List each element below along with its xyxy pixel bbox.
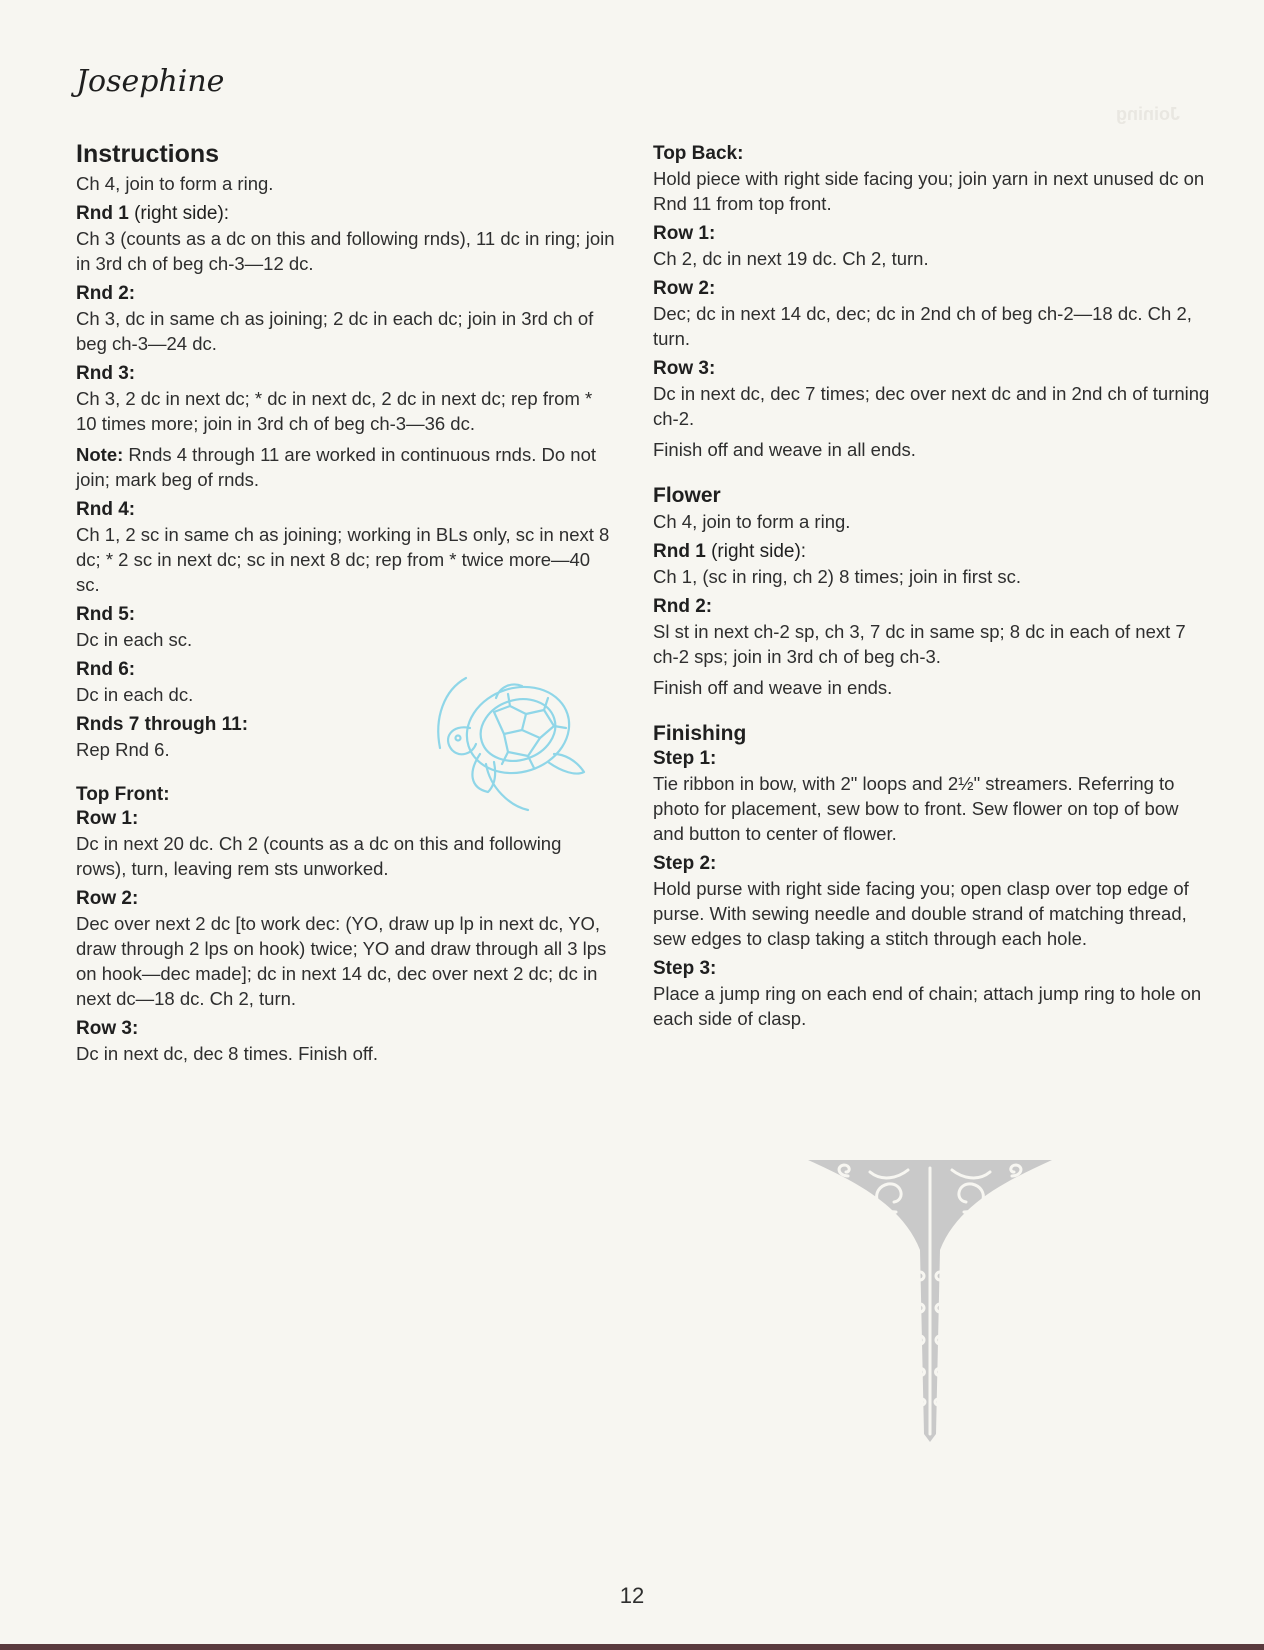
top-front-row1-text: Dc in next 20 dc. Ch 2 (counts as a dc on this and following rows), turn, leaving rem sts unworked.: [76, 833, 562, 879]
rnd1-heading: Rnd 1 (right side):: [76, 203, 230, 224]
top-back-finish-text: Finish off and weave in all ends.: [653, 439, 916, 460]
step2-text: Hold purse with right side facing you; open clasp over top edge of purse. With sewing needle and double strand of matching thread, sew edges to clasp taking a stitch through each hole.: [653, 878, 1189, 949]
pattern-title: Josephine: [76, 64, 225, 99]
flower-heading: Flower: [653, 484, 721, 507]
step3-text: Place a jump ring on each end of chain; attach jump ring to hole on each side of clasp.: [653, 983, 1202, 1029]
top-front-row1-heading: Row 1:: [76, 808, 139, 829]
rnd2-text: Ch 3, dc in same ch as joining; 2 dc in each dc; join in 3rd ch of beg ch-3—24 dc.: [76, 308, 594, 354]
top-back-row3-heading: Row 3:: [653, 358, 716, 379]
flower-finish-text: Finish off and weave in ends.: [653, 677, 893, 698]
rnd5-text: Dc in each sc.: [76, 629, 193, 650]
rnds7-11-heading: Rnds 7 through 11:: [76, 714, 249, 735]
step1-heading: Step 1:: [653, 748, 717, 769]
finishing-heading: Finishing: [653, 722, 747, 745]
flower-intro: Ch 4, join to form a ring.: [653, 511, 851, 532]
instructions-heading: Instructions: [76, 140, 220, 168]
top-back-row2-heading: Row 2:: [653, 278, 716, 299]
rnd4-text: Ch 1, 2 sc in same ch as joining; working in BLs only, sc in next 8 dc; * 2 sc in next dc; sc in next 8 dc; rep from * twice more—40 sc.: [76, 524, 610, 595]
top-back-row1-heading: Row 1:: [653, 223, 716, 244]
note-paragraph: Note: Rnds 4 through 11 are worked in continuous rnds. Do not join; mark beg of rnds.: [76, 444, 596, 490]
rnd3-text: Ch 3, 2 dc in next dc; * dc in next dc, 2 dc in next dc; rep from * 10 times more; join in 3rd ch of beg ch-3—36 dc.: [76, 388, 593, 434]
rnd2-heading: Rnd 2:: [76, 283, 136, 304]
rnd5-heading: Rnd 5:: [76, 604, 136, 625]
top-back-row2-text: Dec; dc in next 14 dc, dec; dc in 2nd ch of beg ch-2—18 dc. Ch 2, turn.: [653, 303, 1192, 349]
flower-rnd1-text: Ch 1, (sc in ring, ch 2) 8 times; join in first sc.: [653, 566, 1022, 587]
right-column: [653, 140, 1213, 1031]
top-back-text: Hold piece with right side facing you; join yarn in next unused dc on Rnd 11 from top front.: [653, 168, 1205, 214]
scan-edge: [0, 1644, 1264, 1650]
top-back-row3-text: Dc in next dc, dec 7 times; dec over next dc and in 2nd ch of turning ch-2.: [653, 383, 1210, 429]
rnd6-heading: Rnd 6:: [76, 659, 136, 680]
page-number: 12: [619, 1583, 645, 1608]
top-front-heading: Top Front:: [76, 784, 170, 805]
top-front-row2-heading: Row 2:: [76, 888, 139, 909]
top-back-heading: Top Back:: [653, 143, 744, 164]
rnd3-heading: Rnd 3:: [76, 363, 136, 384]
show-through-text: Joining: [1116, 104, 1180, 124]
step1-text: Tie ribbon in bow, with 2" loops and 2½" streamers. Referring to photo for placement, sew bow to front. Sew flower on top of bow and button to center of flower.: [653, 773, 1179, 844]
rnd6-text: Dc in each dc.: [76, 684, 194, 705]
step2-heading: Step 2:: [653, 853, 717, 874]
flower-rnd1-heading: Rnd 1 (right side):: [653, 541, 807, 562]
top-front-row3-text: Dc in next dc, dec 8 times. Finish off.: [76, 1043, 378, 1064]
top-front-row2-text: Dec over next 2 dc [to work dec: (YO, draw up lp in next dc, YO, draw through 2 lps on hook) twice; YO and draw through all 3 lps on hook—dec made]; dc in next 14 dc, dec over next 2 dc; dc in next dc—18 dc. Ch 2, turn.: [76, 913, 607, 1009]
step3-heading: Step 3:: [653, 958, 717, 979]
top-front-row3-heading: Row 3:: [76, 1018, 139, 1039]
rnd1-text: Ch 3 (counts as a dc on this and following rnds), 11 dc in ring; join in 3rd ch of beg ch-3—12 dc.: [76, 228, 615, 274]
rnds7-11-text: Rep Rnd 6.: [76, 739, 170, 760]
turtle-stamp-icon: [430, 668, 590, 818]
koru-ornament-icon: [808, 1158, 1052, 1442]
flower-rnd2-text: Sl st in next ch-2 sp, ch 3, 7 dc in same sp; 8 dc in each of next 7 ch-2 sps; join in 3rd ch of beg ch-3.: [653, 621, 1186, 667]
flower-rnd2-heading: Rnd 2:: [653, 596, 713, 617]
top-back-row1-text: Ch 2, dc in next 19 dc. Ch 2, turn.: [653, 248, 929, 269]
instructions-intro: Ch 4, join to form a ring.: [76, 173, 274, 194]
rnd4-heading: Rnd 4:: [76, 499, 136, 520]
left-column: [76, 140, 616, 1066]
